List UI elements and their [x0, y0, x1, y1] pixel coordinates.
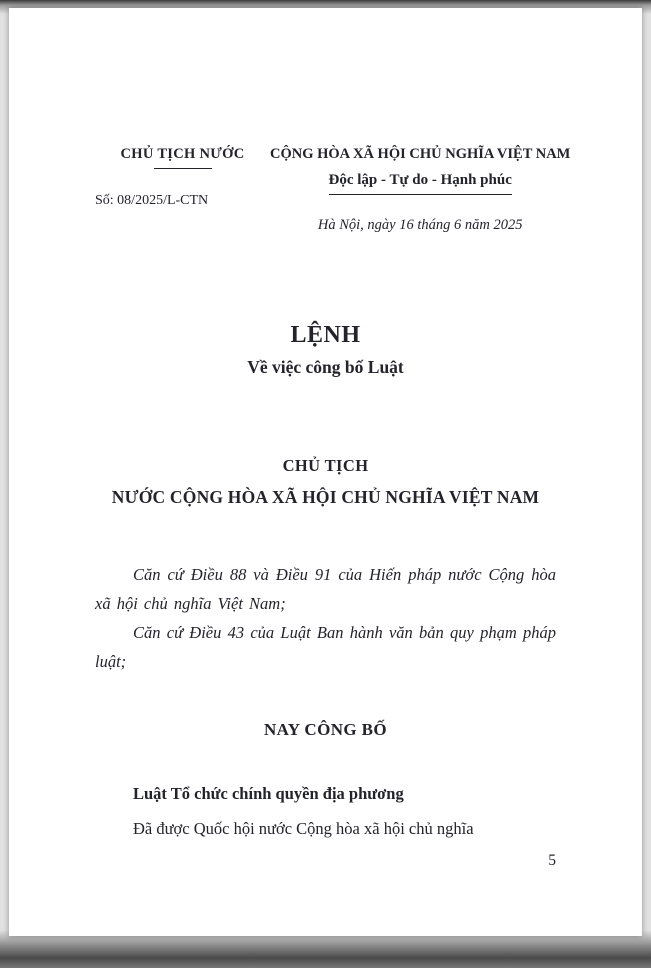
page-number: 5 — [548, 852, 556, 869]
authority-line-2: NƯỚC CỘNG HÒA XÃ HỘI CHỦ NGHĨA VIỆT NAM — [111, 487, 540, 507]
page-content — [95, 8, 571, 936]
national-motto: Độc lập - Tự do - Hạnh phúc — [329, 172, 512, 195]
document-header — [95, 146, 571, 234]
preamble-paragraph: Căn cứ Điều 43 của Luật Ban hành văn bản quy phạm pháp luật; — [95, 623, 556, 671]
document-subtitle: Về việc công bố Luật — [247, 357, 404, 377]
document-page — [9, 8, 642, 936]
header-right-block — [270, 146, 570, 234]
proclamation-heading: NAY CÔNG BỐ — [263, 720, 388, 739]
title-block — [95, 322, 556, 378]
document-title: LỆNH — [290, 322, 361, 348]
preamble-section — [95, 560, 556, 676]
national-title: CỘNG HÒA XÃ HỘI CHỦ NGHĨA VIỆT NAM — [270, 146, 571, 162]
authority-block — [95, 456, 556, 508]
header-left-block — [95, 146, 270, 209]
document-number: Số: 08/2025/L-CTN — [95, 193, 209, 208]
preamble-paragraph: Căn cứ Điều 88 và Điều 91 của Hiến pháp nước Cộng hòa xã hội chủ nghĩa Việt Nam; — [95, 565, 556, 613]
body-paragraph: Đã được Quốc hội nước Cộng hòa xã hội chủ nghĩa — [133, 819, 474, 838]
authority-line-1: CHỦ TỊCH — [282, 456, 369, 475]
issuer-underline — [154, 168, 212, 169]
law-title: Luật Tổ chức chính quyền địa phương — [133, 784, 404, 803]
issuing-authority: CHỦ TỊCH NƯỚC — [120, 146, 245, 162]
place-and-date: Hà Nội, ngày 16 tháng 6 năm 2025 — [317, 217, 523, 233]
